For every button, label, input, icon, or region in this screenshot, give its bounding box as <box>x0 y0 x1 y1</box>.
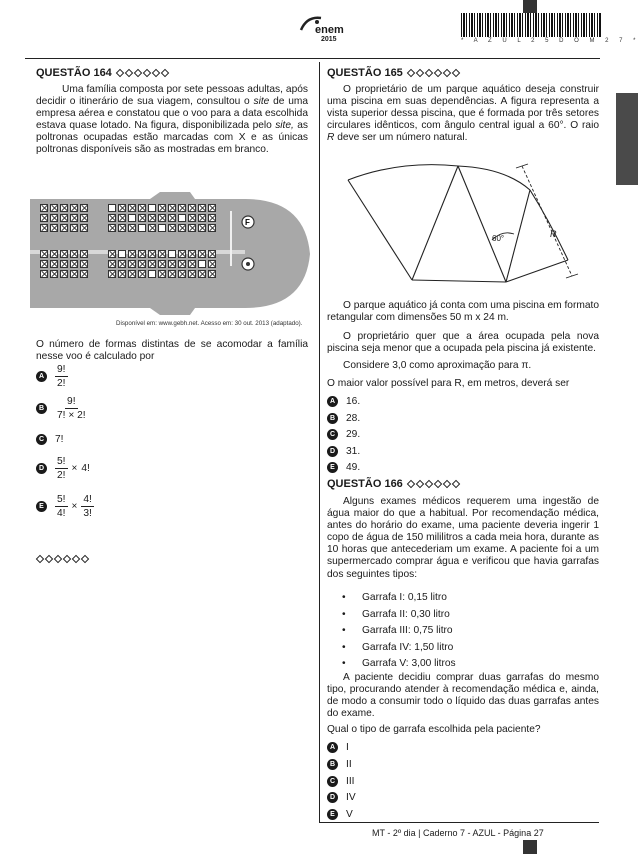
q164-text-3: as poltronas ocupadas estão marcadas com X e as únicas poltronas disponíveis são as mostradas em branco. <box>36 120 308 156</box>
option-text: II <box>346 758 352 770</box>
seat-occupied <box>60 204 68 212</box>
frac-den: 4! <box>57 508 66 519</box>
logo-text: enem <box>315 24 344 36</box>
seat-occupied <box>50 270 58 278</box>
pool-sectors-svg <box>340 150 590 290</box>
seat-occupied <box>118 204 126 212</box>
frac-den: 2! <box>57 378 66 389</box>
seat-occupied <box>138 214 146 222</box>
radius-label: R <box>550 229 557 239</box>
seat-occupied <box>70 214 78 222</box>
q164-statement <box>36 84 308 157</box>
seat-occupied <box>108 250 116 258</box>
seat-occupied <box>168 270 176 278</box>
seat-occupied <box>80 214 88 222</box>
seat-occupied <box>70 260 78 268</box>
q164-option-d[interactable] <box>36 456 90 481</box>
seat-occupied <box>158 260 166 268</box>
seat-occupied <box>138 204 146 212</box>
seat-occupied <box>188 260 196 268</box>
frac-num: 9! <box>57 364 66 375</box>
registration-mark-bottom <box>523 840 537 854</box>
seat-occupied <box>80 224 88 232</box>
bullet-text: Garrafa III: 0,75 litro <box>362 625 453 636</box>
seat-available <box>158 224 166 232</box>
seat-occupied <box>118 214 126 222</box>
seat-available <box>148 270 156 278</box>
seat-occupied <box>208 224 216 232</box>
option-badge: D <box>327 792 338 803</box>
seat-occupied <box>178 270 186 278</box>
seat-occupied <box>40 260 48 268</box>
seat-occupied <box>40 250 48 258</box>
q164-site-2: site, <box>275 120 294 132</box>
q164-end-diamonds <box>36 556 89 562</box>
header-rule <box>25 58 600 59</box>
q164-text-2: de uma empresa aérea e constatou que o voo para a data escolhida estava quase lotado. Na figura, disponibilizada pelo <box>36 96 309 132</box>
seat-occupied <box>198 224 206 232</box>
q164-title <box>36 67 169 79</box>
seat-occupied <box>60 270 68 278</box>
times-sign: × <box>71 501 78 512</box>
q164-site-1: site <box>253 96 270 108</box>
q166-title <box>327 478 460 490</box>
seat-occupied <box>40 214 48 222</box>
frac-den: 7! × 2! <box>57 410 86 421</box>
seat-occupied <box>168 204 176 212</box>
bullet-text: Garrafa I: 0,15 litro <box>362 592 447 603</box>
q166-option-a[interactable] <box>327 742 349 753</box>
column-divider <box>319 62 320 822</box>
seat-occupied <box>108 214 116 222</box>
seat-occupied <box>80 270 88 278</box>
seat-occupied <box>50 250 58 258</box>
bullet-item <box>342 592 447 603</box>
option-e-badge: E <box>36 501 47 512</box>
seat-occupied <box>60 214 68 222</box>
side-tab <box>616 93 638 185</box>
seat-available <box>128 214 136 222</box>
seat-occupied <box>128 270 136 278</box>
q164-option-c[interactable] <box>36 434 64 445</box>
option-text: V <box>346 809 353 821</box>
bullet-text: Garrafa V: 3,00 litros <box>362 658 456 669</box>
seat-occupied <box>118 270 126 278</box>
seat-occupied <box>80 250 88 258</box>
airplane-seat-map <box>30 186 312 316</box>
option-badge: C <box>327 776 338 787</box>
bullet-icon: • <box>342 658 346 669</box>
frac-b <box>55 396 88 421</box>
bullet-icon: • <box>342 608 346 620</box>
seat-occupied <box>108 224 116 232</box>
seat-occupied <box>168 260 176 268</box>
q164-title-text: QUESTÃO 164 <box>36 67 112 79</box>
q165-title-text: QUESTÃO 165 <box>327 67 403 79</box>
seat-available <box>168 250 176 258</box>
seat-occupied <box>50 204 58 212</box>
seat-occupied <box>70 250 78 258</box>
seat-occupied <box>178 250 186 258</box>
seat-occupied <box>40 270 48 278</box>
seat-occupied <box>188 250 196 258</box>
option-c-text: 7! <box>55 434 64 445</box>
seat-occupied <box>158 270 166 278</box>
q164-text-1: Uma família composta por sete pessoas adultas, após decidir o itinerário de sua viagem, consultou o <box>36 84 308 108</box>
seat-occupied <box>158 250 166 258</box>
q164-option-a[interactable] <box>36 364 68 389</box>
seat-occupied <box>188 224 196 232</box>
option-badge: E <box>327 462 338 473</box>
seat-occupied <box>50 214 58 222</box>
seat-available <box>198 260 206 268</box>
seat-occupied <box>118 260 126 268</box>
option-text: III <box>346 775 355 787</box>
seat-occupied <box>70 224 78 232</box>
option-badge: B <box>327 413 338 424</box>
footer-rule <box>319 822 599 823</box>
seat-occupied <box>208 260 216 268</box>
seat-occupied <box>138 250 146 258</box>
q165-question: O maior valor possível para R, em metros, deverá ser <box>327 378 570 389</box>
barcode <box>461 13 601 37</box>
seat-occupied <box>60 224 68 232</box>
option-c-badge: C <box>36 434 47 445</box>
frac-num: 5! <box>57 494 66 505</box>
frac-den: 3! <box>83 508 92 519</box>
seat-occupied <box>148 214 156 222</box>
seat-occupied <box>138 270 146 278</box>
q165-p4: Considere 3,0 como aproximação para π. <box>343 360 532 371</box>
seat-occupied <box>198 214 206 222</box>
seat-occupied <box>70 204 78 212</box>
seat-occupied <box>168 214 176 222</box>
option-text: 28. <box>346 412 361 424</box>
frac-e2 <box>81 494 94 519</box>
seat-available <box>118 250 126 258</box>
enem-logo <box>293 12 347 44</box>
registration-mark-top <box>523 0 537 14</box>
seat-occupied <box>148 260 156 268</box>
bullet-item <box>342 642 453 653</box>
seat-available <box>138 224 146 232</box>
q165-option-a[interactable] <box>327 396 360 407</box>
option-text: 16. <box>346 396 361 407</box>
seat-occupied <box>148 224 156 232</box>
seat-occupied <box>178 204 186 212</box>
pool-figure <box>340 150 590 290</box>
seat-occupied <box>178 260 186 268</box>
seat-occupied <box>80 204 88 212</box>
q164-option-e[interactable] <box>36 494 94 519</box>
q165-p2: O parque aquático já conta com uma piscina em formato retangular com dimensões 50 m x 24 m. <box>327 300 599 324</box>
angle-label: 60° <box>492 234 505 243</box>
option-badge: D <box>327 446 338 457</box>
times-sign: × <box>71 463 78 474</box>
option-badge: A <box>327 396 338 407</box>
seat-occupied <box>40 204 48 212</box>
seat-available <box>178 214 186 222</box>
q166-option-d[interactable] <box>327 792 356 803</box>
seat-occupied <box>50 224 58 232</box>
diamonds-decoration <box>116 70 169 76</box>
seat-occupied <box>60 250 68 258</box>
frac-num: 9! <box>67 396 76 407</box>
q166-title-text: QUESTÃO 166 <box>327 478 403 490</box>
seat-occupied <box>80 260 88 268</box>
bullet-icon: • <box>342 625 346 636</box>
option-text: 49. <box>346 462 361 473</box>
q166-option-c[interactable] <box>327 776 355 787</box>
bullet-item <box>342 658 456 669</box>
option-badge: E <box>327 809 338 820</box>
seat-occupied <box>40 224 48 232</box>
option-text: 31. <box>346 445 361 457</box>
q166-option-b[interactable] <box>327 759 352 770</box>
option-badge: B <box>327 759 338 770</box>
seat-occupied <box>118 224 126 232</box>
option-text: I <box>346 742 349 753</box>
seat-available <box>148 204 156 212</box>
q166-p1: Alguns exames médicos requerem uma ingestão de água maior do que a habitual. Por recomendação médica, antes do horário do exame, uma paciente deveria ingerir 1 copo de água de 150 mililitros a cada meia hora, durante as 10 horas que antecederiam um exame. A paciente foi a um supermercado comprar água e verificou que havia garrafas dos seguintes tipos: <box>327 496 599 580</box>
seat-occupied <box>198 270 206 278</box>
q166-option-e[interactable] <box>327 809 353 820</box>
seat-occupied <box>158 214 166 222</box>
frac-num: 5! <box>57 456 66 467</box>
seat-occupied <box>148 250 156 258</box>
frac-a <box>55 364 68 389</box>
q165-statement <box>327 84 599 144</box>
bullet-text: Garrafa IV: 1,50 litro <box>362 641 454 653</box>
seat-occupied <box>208 204 216 212</box>
svg-text:F: F <box>245 218 250 227</box>
q166-p2: A paciente decidiu comprar duas garrafas do mesmo tipo, procurando atender à recomendação médica e, ainda, de modo a consumir todo o líquido das duas garrafas antes do exame. <box>327 672 599 720</box>
bullet-icon: • <box>342 641 346 653</box>
seat-occupied <box>108 260 116 268</box>
seat-occupied <box>128 224 136 232</box>
bullet-text: Garrafa II: 0,30 litro <box>362 608 450 620</box>
q165-text-a: O proprietário de um parque aquático deseja construir uma piscina em suas dependências. A figura representa a vista superior dessa piscina, que é formada por três setores circulares idênticos, com ângulo central igual a 60°. O raio <box>327 84 599 132</box>
seat-occupied <box>188 214 196 222</box>
option-badge: C <box>327 429 338 440</box>
seat-occupied <box>178 224 186 232</box>
q165-option-d[interactable] <box>327 446 360 457</box>
seat-occupied <box>208 250 216 258</box>
seat-occupied <box>188 270 196 278</box>
seat-occupied <box>128 250 136 258</box>
seat-occupied <box>158 204 166 212</box>
seat-occupied <box>168 224 176 232</box>
seat-occupied <box>198 250 206 258</box>
page-footer: MT - 2º dia | Caderno 7 - AZUL - Página 27 <box>372 828 544 838</box>
barcode-text: * A Z U L 2 5 D O M 2 7 * <box>461 38 640 44</box>
seat-occupied <box>50 260 58 268</box>
seat-occupied <box>188 204 196 212</box>
seat-occupied <box>138 260 146 268</box>
frac-num: 4! <box>83 494 92 505</box>
seat-occupied <box>108 270 116 278</box>
seat-occupied <box>128 204 136 212</box>
seat-occupied <box>60 260 68 268</box>
seat-available <box>108 204 116 212</box>
option-badge: A <box>327 742 338 753</box>
frac-d <box>55 456 68 481</box>
option-b-badge: B <box>36 403 47 414</box>
seat-occupied <box>70 270 78 278</box>
bullet-icon: • <box>342 592 346 603</box>
logo-year: 2015 <box>321 36 337 43</box>
frac-den: 2! <box>57 470 66 481</box>
option-text: IV <box>346 792 356 804</box>
seat-occupied <box>208 214 216 222</box>
q164-option-b[interactable] <box>36 396 88 421</box>
seat-occupied <box>198 204 206 212</box>
bullet-item <box>342 609 450 620</box>
seat-occupied <box>208 270 216 278</box>
option-d-tail: 4! <box>81 463 90 474</box>
q165-title <box>327 67 460 79</box>
frac-e1 <box>55 494 68 519</box>
q165-option-c[interactable] <box>327 429 360 440</box>
q165-option-b[interactable] <box>327 413 360 424</box>
q165-text-b: deve ser um número natural. <box>337 132 468 144</box>
diamonds-decoration <box>407 70 460 76</box>
option-d-badge: D <box>36 463 47 474</box>
bullet-item <box>342 625 453 636</box>
q165-p3: O proprietário quer que a área ocupada pela nova piscina seja menor que a ocupada pela piscina já existente. <box>327 331 599 355</box>
option-a-badge: A <box>36 371 47 382</box>
q164-question: O número de formas distintas de se acomodar a família nesse voo é calculado por <box>36 339 308 363</box>
diamonds-decoration <box>407 481 460 487</box>
q165-r-var: R <box>327 132 335 144</box>
q164-source: Disponível em: www.gebh.net. Acesso em: 30 out. 2013 (adaptado). <box>116 320 303 327</box>
q165-option-e[interactable] <box>327 462 360 473</box>
seat-occupied <box>128 260 136 268</box>
q166-question: Qual o tipo de garrafa escolhida pela paciente? <box>327 724 541 735</box>
option-text: 29. <box>346 429 361 440</box>
